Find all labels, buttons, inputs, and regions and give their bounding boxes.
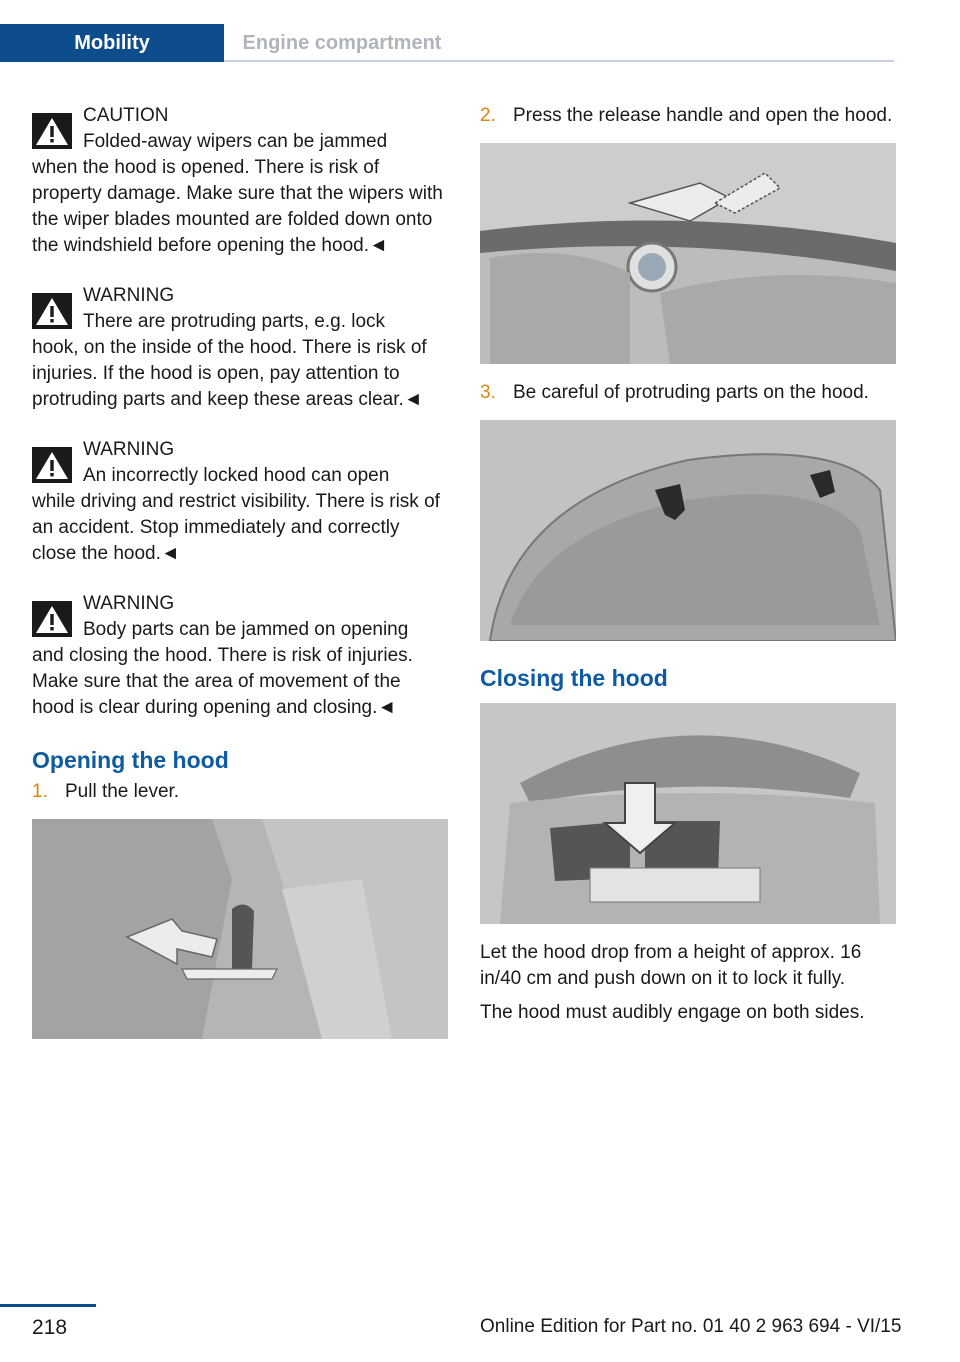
warning-body: when the hood is opened. There is risk of property damage. Make sure that the wipers with the wiper blades mounted are folded down onto the windshield before opening the hood.◄ [32,157,443,256]
section-heading-closing: Closing the hood [480,665,668,691]
warning-triangle-icon [32,113,72,149]
step-item [480,103,896,129]
warning-first-line: An incorrectly locked hood can open [83,465,390,486]
warning-triangle-icon [32,293,72,329]
release-handle-drawing [480,143,896,364]
warning-first-line: There are protruding parts, e.g. lock [83,311,386,332]
warning-title: WARNING [83,285,175,306]
step-number: 2. [480,105,496,126]
warning-title: WARNING [83,439,175,460]
warning-block [32,591,448,721]
footer-divider [0,1304,96,1307]
warning-triangle-icon [32,447,72,483]
closing-hood-illustration [480,703,896,924]
warning-body: and closing the hood. There is risk of injuries. Make sure that the area of movement of the hood is clear during opening and closing.◄ [32,645,413,718]
page-number: 218 [32,1316,68,1339]
warning-body: hook, on the inside of the hood. There is risk of injuries. If the hood is open, pay attention to protruding parts and keep these areas clear.◄ [32,337,427,410]
tab-mobility[interactable]: Mobility [0,24,224,62]
warning-title: WARNING [83,593,175,614]
closing-hood-drawing [480,703,896,924]
lever-illustration [32,819,448,1039]
right-column [480,100,896,1034]
left-column [32,100,448,1039]
closing-instruction: Let the hood drop from a height of approx. 16 in/40 cm and push down on it to lock it fully. [480,942,862,989]
step-text: Pull the lever. [65,781,180,802]
step-text: Be careful of protruding parts on the hood. [513,382,869,403]
warning-first-line: Folded-away wipers can be jammed [83,131,388,152]
lever-drawing [32,819,448,1039]
caution-block [32,103,448,259]
section-heading-opening: Opening the hood [32,747,229,773]
warning-block [32,283,448,413]
release-handle-illustration [480,143,896,364]
warning-block [32,437,448,567]
warning-first-line: Body parts can be jammed on opening [83,619,409,640]
step-text: Press the release handle and open the hood. [513,105,893,126]
warning-triangle-icon [32,601,72,637]
step-number: 3. [480,382,496,403]
page-header [0,0,960,62]
hood-underside-drawing [480,420,896,641]
edition-note: Online Edition for Part no. 01 40 2 963 694 - VI/15 [480,1316,902,1337]
step-item [32,779,448,805]
tab-engine-compartment[interactable]: Engine compartment [242,31,442,54]
hood-underside-illustration [480,420,896,641]
closing-note: The hood must audibly engage on both sides. [480,1002,865,1023]
step-number: 1. [32,781,48,802]
header-divider [224,60,894,62]
warning-title: CAUTION [83,105,169,126]
step-item [480,380,896,406]
warning-body: while driving and restrict visibility. There is risk of an accident. Stop immediately and correctly close the hood.◄ [32,491,440,564]
